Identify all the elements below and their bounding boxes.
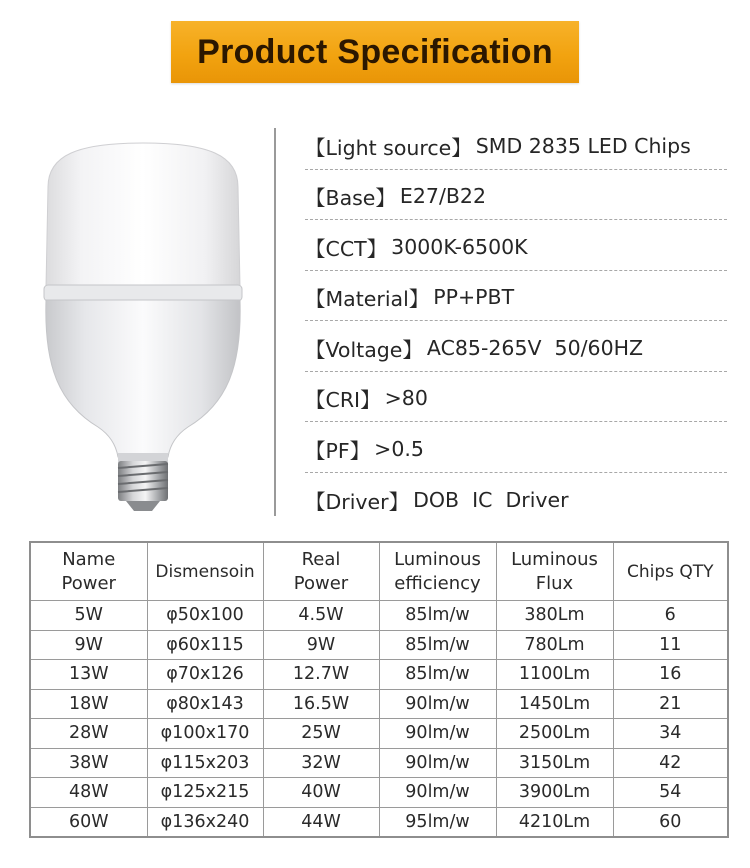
cell-efficiency: 85lm/w <box>379 601 496 631</box>
spec-value: PP+PBT <box>433 285 515 310</box>
spec-cct <box>305 220 727 271</box>
spec-value: E27/B22 <box>399 184 487 209</box>
spec-label: 【PF】 <box>305 438 371 463</box>
spec-label: 【Driver】 <box>305 489 410 514</box>
cell-dimension: φ115x203 <box>147 748 263 778</box>
cell-chips: 42 <box>613 748 728 778</box>
spec-table-wrapper <box>29 541 727 838</box>
spec-list <box>305 119 727 523</box>
cell-power: 28W <box>30 719 147 749</box>
cell-chips: 6 <box>613 601 728 631</box>
spec-label: 【Material】 <box>305 287 430 312</box>
cell-real-power: 44W <box>263 807 379 837</box>
cell-real-power: 16.5W <box>263 689 379 719</box>
cell-real-power: 4.5W <box>263 601 379 631</box>
cell-efficiency: 90lm/w <box>379 748 496 778</box>
cell-power: 5W <box>30 601 147 631</box>
cell-dimension: φ100x170 <box>147 719 263 749</box>
spec-cri <box>305 372 727 423</box>
cell-efficiency: 90lm/w <box>379 689 496 719</box>
cell-dimension: φ125x215 <box>147 778 263 808</box>
cell-flux: 2500Lm <box>496 719 613 749</box>
table-row <box>30 689 728 719</box>
spec-value: DOB IC Driver <box>413 487 569 512</box>
cell-real-power: 9W <box>263 630 379 660</box>
table-row <box>30 630 728 660</box>
cell-power: 9W <box>30 630 147 660</box>
cell-chips: 21 <box>613 689 728 719</box>
table-row <box>30 601 728 631</box>
spec-value: >80 <box>384 386 428 411</box>
spec-value: 3000K-6500K <box>391 234 528 259</box>
cell-efficiency: 85lm/w <box>379 660 496 690</box>
spec-table <box>29 541 729 838</box>
spec-label: 【Light source】 <box>305 135 472 160</box>
spec-driver <box>305 473 727 524</box>
cell-power: 13W <box>30 660 147 690</box>
cell-dimension: φ136x240 <box>147 807 263 837</box>
cell-flux: 1100Lm <box>496 660 613 690</box>
cell-power: 60W <box>30 807 147 837</box>
cell-flux: 3900Lm <box>496 778 613 808</box>
cell-power: 48W <box>30 778 147 808</box>
header-dimension: Dismensoin <box>147 542 263 601</box>
cell-real-power: 40W <box>263 778 379 808</box>
cell-efficiency: 95lm/w <box>379 807 496 837</box>
cell-chips: 54 <box>613 778 728 808</box>
cell-flux: 4210Lm <box>496 807 613 837</box>
cell-flux: 1450Lm <box>496 689 613 719</box>
title-banner <box>171 21 579 83</box>
cell-chips: 16 <box>613 660 728 690</box>
cell-chips: 34 <box>613 719 728 749</box>
spec-voltage <box>305 321 727 372</box>
cell-power: 18W <box>30 689 147 719</box>
cell-efficiency: 90lm/w <box>379 719 496 749</box>
cell-chips: 11 <box>613 630 728 660</box>
cell-flux: 3150Lm <box>496 748 613 778</box>
cell-efficiency: 85lm/w <box>379 630 496 660</box>
cell-power: 38W <box>30 748 147 778</box>
spec-label: 【CCT】 <box>305 236 388 261</box>
cell-dimension: φ80x143 <box>147 689 263 719</box>
spec-value: SMD 2835 LED Chips <box>475 133 691 158</box>
spec-light-source <box>305 119 727 170</box>
spec-label: 【Voltage】 <box>305 337 423 362</box>
header-luminous-flux: Luminous Flux <box>496 542 613 601</box>
spec-label: 【Base】 <box>305 186 396 211</box>
spec-value: AC85-265V 50/60HZ <box>426 335 644 360</box>
spec-base <box>305 170 727 221</box>
header-chips-qty: Chips QTY <box>613 542 728 601</box>
spec-value: >0.5 <box>374 436 424 461</box>
spec-label: 【CRI】 <box>305 388 381 413</box>
cell-real-power: 12.7W <box>263 660 379 690</box>
cell-dimension: φ60x115 <box>147 630 263 660</box>
spec-material <box>305 271 727 322</box>
cell-efficiency: 90lm/w <box>379 778 496 808</box>
table-row <box>30 748 728 778</box>
table-row <box>30 778 728 808</box>
banner-title: Product Specification <box>197 32 553 71</box>
spec-pf <box>305 422 727 473</box>
header-real-power: Real Power <box>263 542 379 601</box>
cell-flux: 380Lm <box>496 601 613 631</box>
cell-flux: 780Lm <box>496 630 613 660</box>
table-row <box>30 807 728 837</box>
led-bulb-image <box>38 135 248 515</box>
cell-real-power: 25W <box>263 719 379 749</box>
cell-chips: 60 <box>613 807 728 837</box>
table-row <box>30 660 728 690</box>
cell-dimension: φ50x100 <box>147 601 263 631</box>
header-name-power: Name Power <box>30 542 147 601</box>
cell-dimension: φ70x126 <box>147 660 263 690</box>
header-luminous-efficiency: Luminous efficiency <box>379 542 496 601</box>
table-row <box>30 719 728 749</box>
divider-line <box>274 128 276 516</box>
cell-real-power: 32W <box>263 748 379 778</box>
table-header-row <box>30 542 728 601</box>
